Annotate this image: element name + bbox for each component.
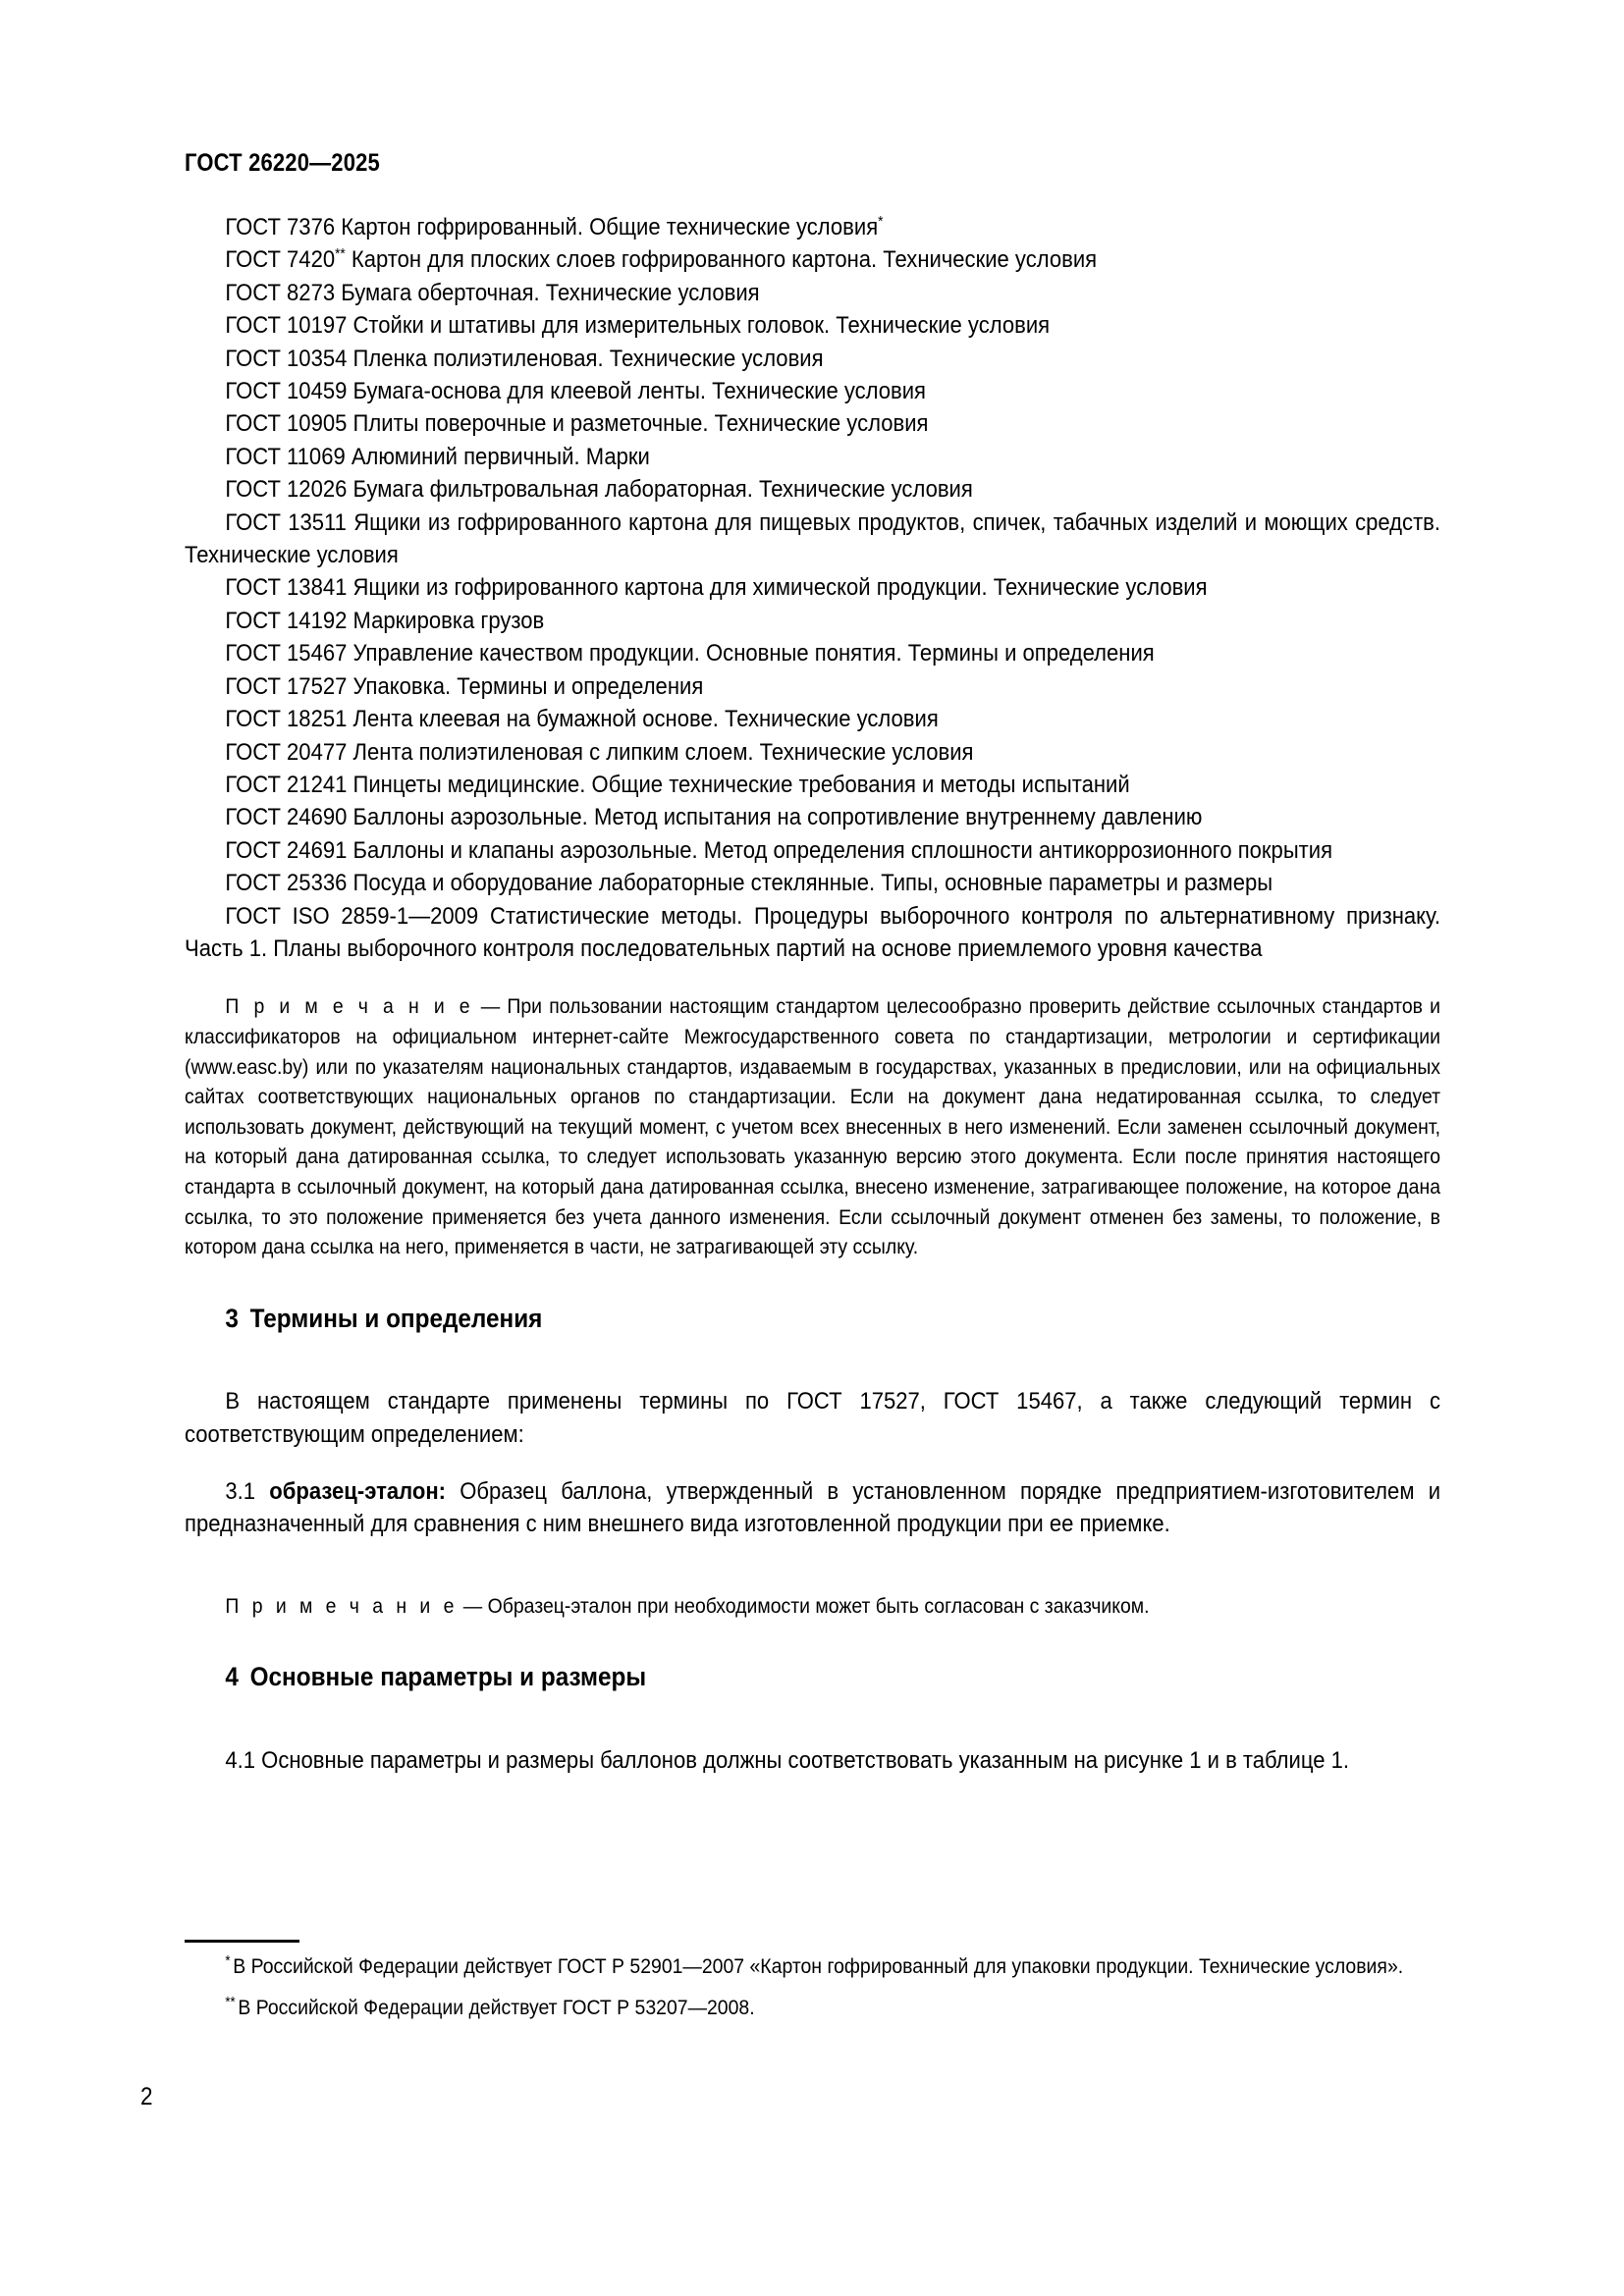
reference-item: ГОСТ 11069 Алюминий первичный. Марки	[225, 443, 650, 470]
term-name: образец-эталон:	[269, 1477, 446, 1505]
footnote-area	[185, 1940, 1439, 2023]
section-title: Термины и определения	[249, 1303, 543, 1333]
footnote-marker: **	[335, 245, 346, 263]
reference-item: ГОСТ 10905 Плиты поверочные и разметочные. Технические условия	[225, 410, 929, 438]
term-number: 3.1	[225, 1477, 256, 1505]
section-number: 4	[225, 1662, 239, 1692]
references-note-paragraph	[185, 991, 1440, 1261]
section-heading-3	[185, 1302, 1314, 1335]
reference-item	[185, 243, 1440, 276]
running-head: ГОСТ 26220—2025	[185, 149, 380, 177]
reference-item: ГОСТ 8273 Бумага оберточная. Технические условия	[225, 279, 760, 306]
reference-text-continued: Картон для плоских слоев гофрированного картона. Технические условия	[345, 246, 1098, 274]
note-body: Образец-эталон при необходимости может быть согласован с заказчиком.	[487, 1592, 1150, 1618]
section-3-note-paragraph	[185, 1591, 1440, 1622]
note-dash: —	[473, 993, 508, 1019]
footnote-text: В Российской Федерации действует ГОСТ Р 52901—2007 «Картон гофрированный для упаковки продукции. Технические условия».	[233, 1953, 1404, 1978]
section-3-intro: В настоящем стандарте применены термины по ГОСТ 17527, ГОСТ 15467, а также следующий термин с соответствующим определением:	[185, 1388, 1441, 1448]
section-title: Основные параметры и размеры	[249, 1662, 647, 1692]
reference-item	[185, 211, 1440, 243]
section-3-note	[185, 1591, 1440, 1622]
reference-item: ГОСТ 10354 Пленка полиэтиленовая. Технические условия	[225, 345, 824, 372]
page-number: 2	[140, 2083, 153, 2110]
reference-item: ГОСТ ISO 2859-1—2009 Статистические методы. Процедуры выборочного контроля по альтернативному признаку. Часть 1. Планы выборочного контроля последовательных партий на основе приемлемого уровня качества	[185, 902, 1441, 962]
footnote-marker: *	[878, 212, 884, 230]
reference-item: ГОСТ 25336 Посуда и оборудование лабораторные стеклянные. Типы, основные параметры и размеры	[225, 870, 1273, 897]
reference-item: ГОСТ 15467 Управление качеством продукции. Основные понятия. Термины и определения	[225, 640, 1155, 667]
clause-4-1: 4.1 Основные параметры и размеры баллонов должны соответствовать указанным на рисунке 1 и в таблице 1.	[225, 1746, 1350, 1774]
section-heading-4	[185, 1660, 1314, 1693]
reference-item: ГОСТ 14192 Маркировка грузов	[225, 607, 545, 634]
references-note	[185, 991, 1440, 1261]
section-number: 3	[225, 1303, 239, 1333]
term-definition-3-1	[185, 1475, 1440, 1541]
reference-item: ГОСТ 24690 Баллоны аэрозольные. Метод испытания на сопротивление внутреннему давлению	[225, 804, 1203, 831]
footnote-marker: *	[225, 1952, 231, 1969]
term-definition-text: Образец баллона, утвержденный в установленном порядке предприятием-изготовителем и предназначенный для сравнения с ним внешнего вида изготовленной продукции при ее приемке.	[185, 1477, 1441, 1537]
footnote-list	[185, 1951, 1440, 2023]
note-label: П р и м е ч а н и е	[225, 1592, 459, 1618]
reference-item: ГОСТ 10197 Стойки и штативы для измерительных головок. Технические условия	[225, 312, 1051, 340]
reference-item: ГОСТ 17527 Упаковка. Термины и определения	[225, 672, 704, 700]
reference-item: ГОСТ 21241 Пинцеты медицинские. Общие технические требования и методы испытаний	[225, 771, 1130, 798]
reference-item: ГОСТ 24691 Баллоны и клапаны аэрозольные. Метод определения сплошности антикоррозионного покрытия	[225, 836, 1333, 864]
note-dash: —	[458, 1592, 488, 1618]
reference-item: ГОСТ 12026 Бумага фильтровальная лабораторная. Технические условия	[225, 476, 973, 504]
reference-item: ГОСТ 10459 Бумага-основа для клеевой ленты. Технические условия	[225, 378, 927, 405]
reference-item: ГОСТ 13841 Ящики из гофрированного картона для химической продукции. Технические условия	[225, 574, 1208, 602]
page-content	[185, 211, 1439, 1801]
reference-item: ГОСТ 13511 Ящики из гофрированного картона для пищевых продуктов, спичек, табачных изделий и моющих средств. Технические условия	[185, 508, 1441, 569]
reference-text: ГОСТ 7420	[225, 246, 336, 274]
reference-item: ГОСТ 18251 Лента клеевая на бумажной основе. Технические условия	[225, 706, 939, 733]
section-4-body	[185, 1744, 1440, 1777]
note-body: При пользовании настоящим стандартом целесообразно проверить действие ссылочных стандартов и классификаторов на официальном интернет-сайте Межгосударственного совета по стандартизации, метрологии и сертификации (www.easc.by) или по указателям национальных стандартов, издаваемым в государствах, указанных в предисловии, или на официальных сайтах соответствующих национальных органов по стандартизации. Если на документ дана недатированная ссылка, то следует использовать документ, действующий на текущий момент, с учетом всех внесенных в него изменений. Если заменен ссылочный документ, на который дана датированная ссылка, то следует использовать указанную версию этого документа. Если после принятия настоящего стандарта в ссылочный документ, на который дана датированная ссылка, внесено изменение, затрагивающее положение, на которое дана ссылка, то это положение применяется без учета данного изменения. Если ссылочный документ отменен без замены, то положение, в котором дана ссылка на него, применяется в части, не затрагивающей эту ссылку.	[185, 993, 1441, 1259]
footnote-text: В Российской Федерации действует ГОСТ Р 53207—2008.	[238, 1995, 755, 2020]
footnote-marker: **	[225, 1995, 236, 2011]
reference-item: ГОСТ 20477 Лента полиэтиленовая с липким слоем. Технические условия	[225, 738, 974, 766]
footnote-separator-rule	[185, 1940, 299, 1943]
reference-text: ГОСТ 7376 Картон гофрированный. Общие технические условия	[225, 214, 879, 240]
footnote-item	[185, 1951, 1440, 1981]
normative-references-list	[185, 211, 1440, 965]
note-label: П р и м е ч а н и е	[225, 993, 474, 1019]
section-3-body	[185, 1385, 1440, 1540]
footnote-item	[185, 1993, 1440, 2022]
